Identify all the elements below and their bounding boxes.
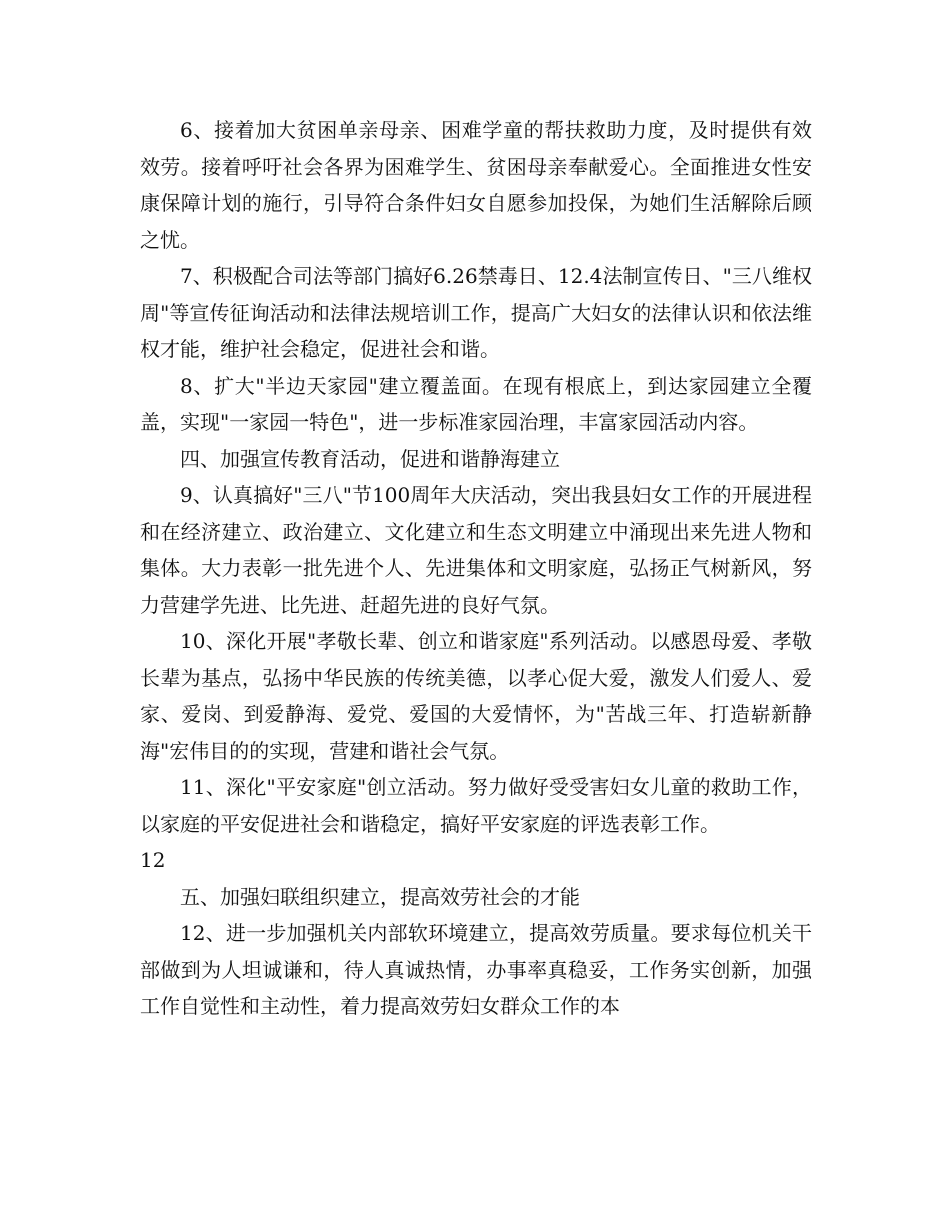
paragraph-item-8: 8、扩大"半边天家园"建立覆盖面。在现有根底上，到达家园建立全覆盖，实现"一家园一特色"，进一步标准家园治理，丰富家园活动内容。 <box>140 373 812 434</box>
paragraph-item-9: 9、认真搞好"三八"节100周年大庆活动，突出我县妇女工作的开展进程和在经济建立、政治建立、文化建立和生态文明建立中涌现出来先进人物和集体。大力表彰一批先进个人、先进集体和文明家庭，弘扬正气树新风，努力营建学先进、比先进、赶超先进的良好气氛。 <box>140 483 812 617</box>
paragraph-item-10: 10、深化开展"孝敬长辈、创立和谐家庭"系列活动。以感恩母爱、孝敬长辈为基点，弘扬中华民族的传统美德，以孝心促大爱，激发人们爱人、爱家、爱岗、到爱静海、爱党、爱国的大爱情怀，为"苦战三年、打造崭新静海"宏伟目的的实现，营建和谐社会气氛。 <box>140 629 812 763</box>
paragraph-item-11: 11、深化"平安家庭"创立活动。努力做好受受害妇女儿童的救助工作，以家庭的平安促进社会和谐稳定，搞好平安家庭的评选表彰工作。 <box>140 775 812 836</box>
section-heading-five: 五、加强妇联组织建立，提高效劳社会的才能 <box>180 884 580 909</box>
page-number-marker: 12 <box>140 848 166 872</box>
document-body <box>140 112 812 1025</box>
paragraph-item-7: 7、积极配合司法等部门搞好6.26禁毒日、12.4法制宣传日、"三八维权周"等宣传征询活动和法律法规培训工作，提高广大妇女的法律认识和依法维权才能，维护社会稳定，促进社会和谐。 <box>140 264 812 361</box>
paragraph-item-6: 6、接着加大贫困单亲母亲、困难学童的帮扶救助力度，及时提供有效效劳。接着呼吁社会各界为困难学生、贫困母亲奉献爱心。全面推进女性安康保障计划的施行，引导符合条件妇女自愿参加投保，为她们生活解除后顾之忧。 <box>140 118 812 252</box>
paragraph-item-12: 12、进一步加强机关内部软环境建立，提高效劳质量。要求每位机关干部做到为人坦诚谦和，待人真诚热情，办事率真稳妥，工作务实创新，加强工作自觉性和主动性，着力提高效劳妇女群众工作的本 <box>140 921 812 1018</box>
section-heading-four: 四、加强宣传教育活动，促进和谐静海建立 <box>180 446 560 471</box>
